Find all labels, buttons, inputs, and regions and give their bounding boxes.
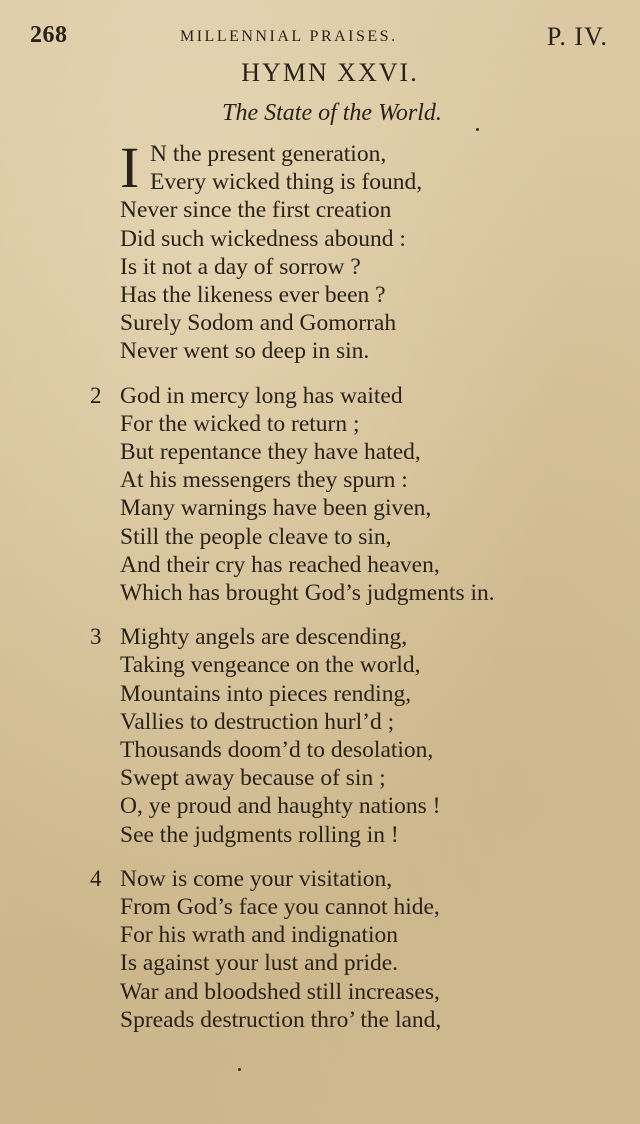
verse-line: But repentance they have hated,: [120, 439, 421, 466]
verse-line: Many warnings have been given,: [120, 495, 432, 522]
verse-line: Did such wickedness abound :: [120, 225, 406, 252]
verse-line: Surely Sodom and Gomorrah: [120, 310, 397, 337]
verse-line: Has the likeness ever been ?: [120, 282, 386, 309]
verse-line: Swept away because of sin ;: [120, 765, 386, 792]
hymn-verses: [90, 135, 610, 1050]
verse-line: Now is come your visitation,: [120, 865, 393, 892]
verse-line: Every wicked thing is found,: [150, 169, 423, 196]
verse-lines: [120, 865, 610, 1034]
verse-line: Which has brought God’s judgments in.: [120, 580, 495, 607]
verse-2: [90, 382, 610, 608]
drop-cap: I: [120, 135, 140, 200]
verse-number: 3: [90, 624, 102, 650]
verse-line: See the judgments rolling in !: [120, 821, 399, 848]
verse-line: At his messengers they spurn :: [120, 467, 408, 494]
verse-line: N the present generation,: [150, 141, 387, 167]
verse-4: [90, 865, 610, 1034]
verse-line: Never went so deep in sin.: [120, 338, 370, 365]
verse-line: Is against your lust and pride.: [120, 950, 399, 977]
verse-1: [90, 135, 610, 366]
verse-line: Taking vengeance on the world,: [120, 652, 421, 679]
verse-line: Thousands doom’d to desolation,: [120, 737, 434, 764]
verse-line: O, ye proud and haughty nations !: [120, 793, 441, 820]
verse-line: From God’s face you cannot hide,: [120, 894, 440, 921]
verse-line: Vallies to destruction hurl’d ;: [120, 708, 395, 735]
verse-3: [90, 623, 610, 849]
ink-speck: [476, 128, 479, 131]
verse-line: Spreads destruction thro’ the land,: [120, 1006, 442, 1033]
page-number: 268: [30, 22, 68, 48]
verse-number: 4: [90, 865, 102, 891]
verse-line: Still the people cleave to sin,: [120, 523, 392, 550]
verse-line: For his wrath and indignation: [120, 922, 399, 949]
hymn-title: The State of the World.: [222, 100, 442, 126]
running-head: [30, 22, 608, 52]
ink-speck: [238, 1068, 241, 1071]
verse-line: God in mercy long has waited: [120, 382, 403, 409]
verse-line: And their cry has reached heaven,: [120, 551, 440, 578]
hymn-number: HYMN XXVI.: [241, 58, 419, 87]
verse-number: 2: [90, 382, 102, 408]
verse-lines: [120, 623, 610, 849]
verse-lines: [120, 382, 610, 608]
book-title: MILLENNIAL PRAISES.: [180, 28, 398, 45]
verse-line: Is it not a day of sorrow ?: [120, 253, 361, 280]
verse-line: For the wicked to return ;: [120, 410, 360, 437]
verse-line: Mighty angels are descending,: [120, 624, 408, 651]
part-label: P. IV.: [546, 22, 608, 51]
verse-line: Mountains into pieces rending,: [120, 680, 412, 707]
verse-line: Never since the first creation: [120, 197, 392, 224]
verse-lines: [120, 135, 610, 366]
verse-line: War and bloodshed still increases,: [120, 978, 440, 1005]
